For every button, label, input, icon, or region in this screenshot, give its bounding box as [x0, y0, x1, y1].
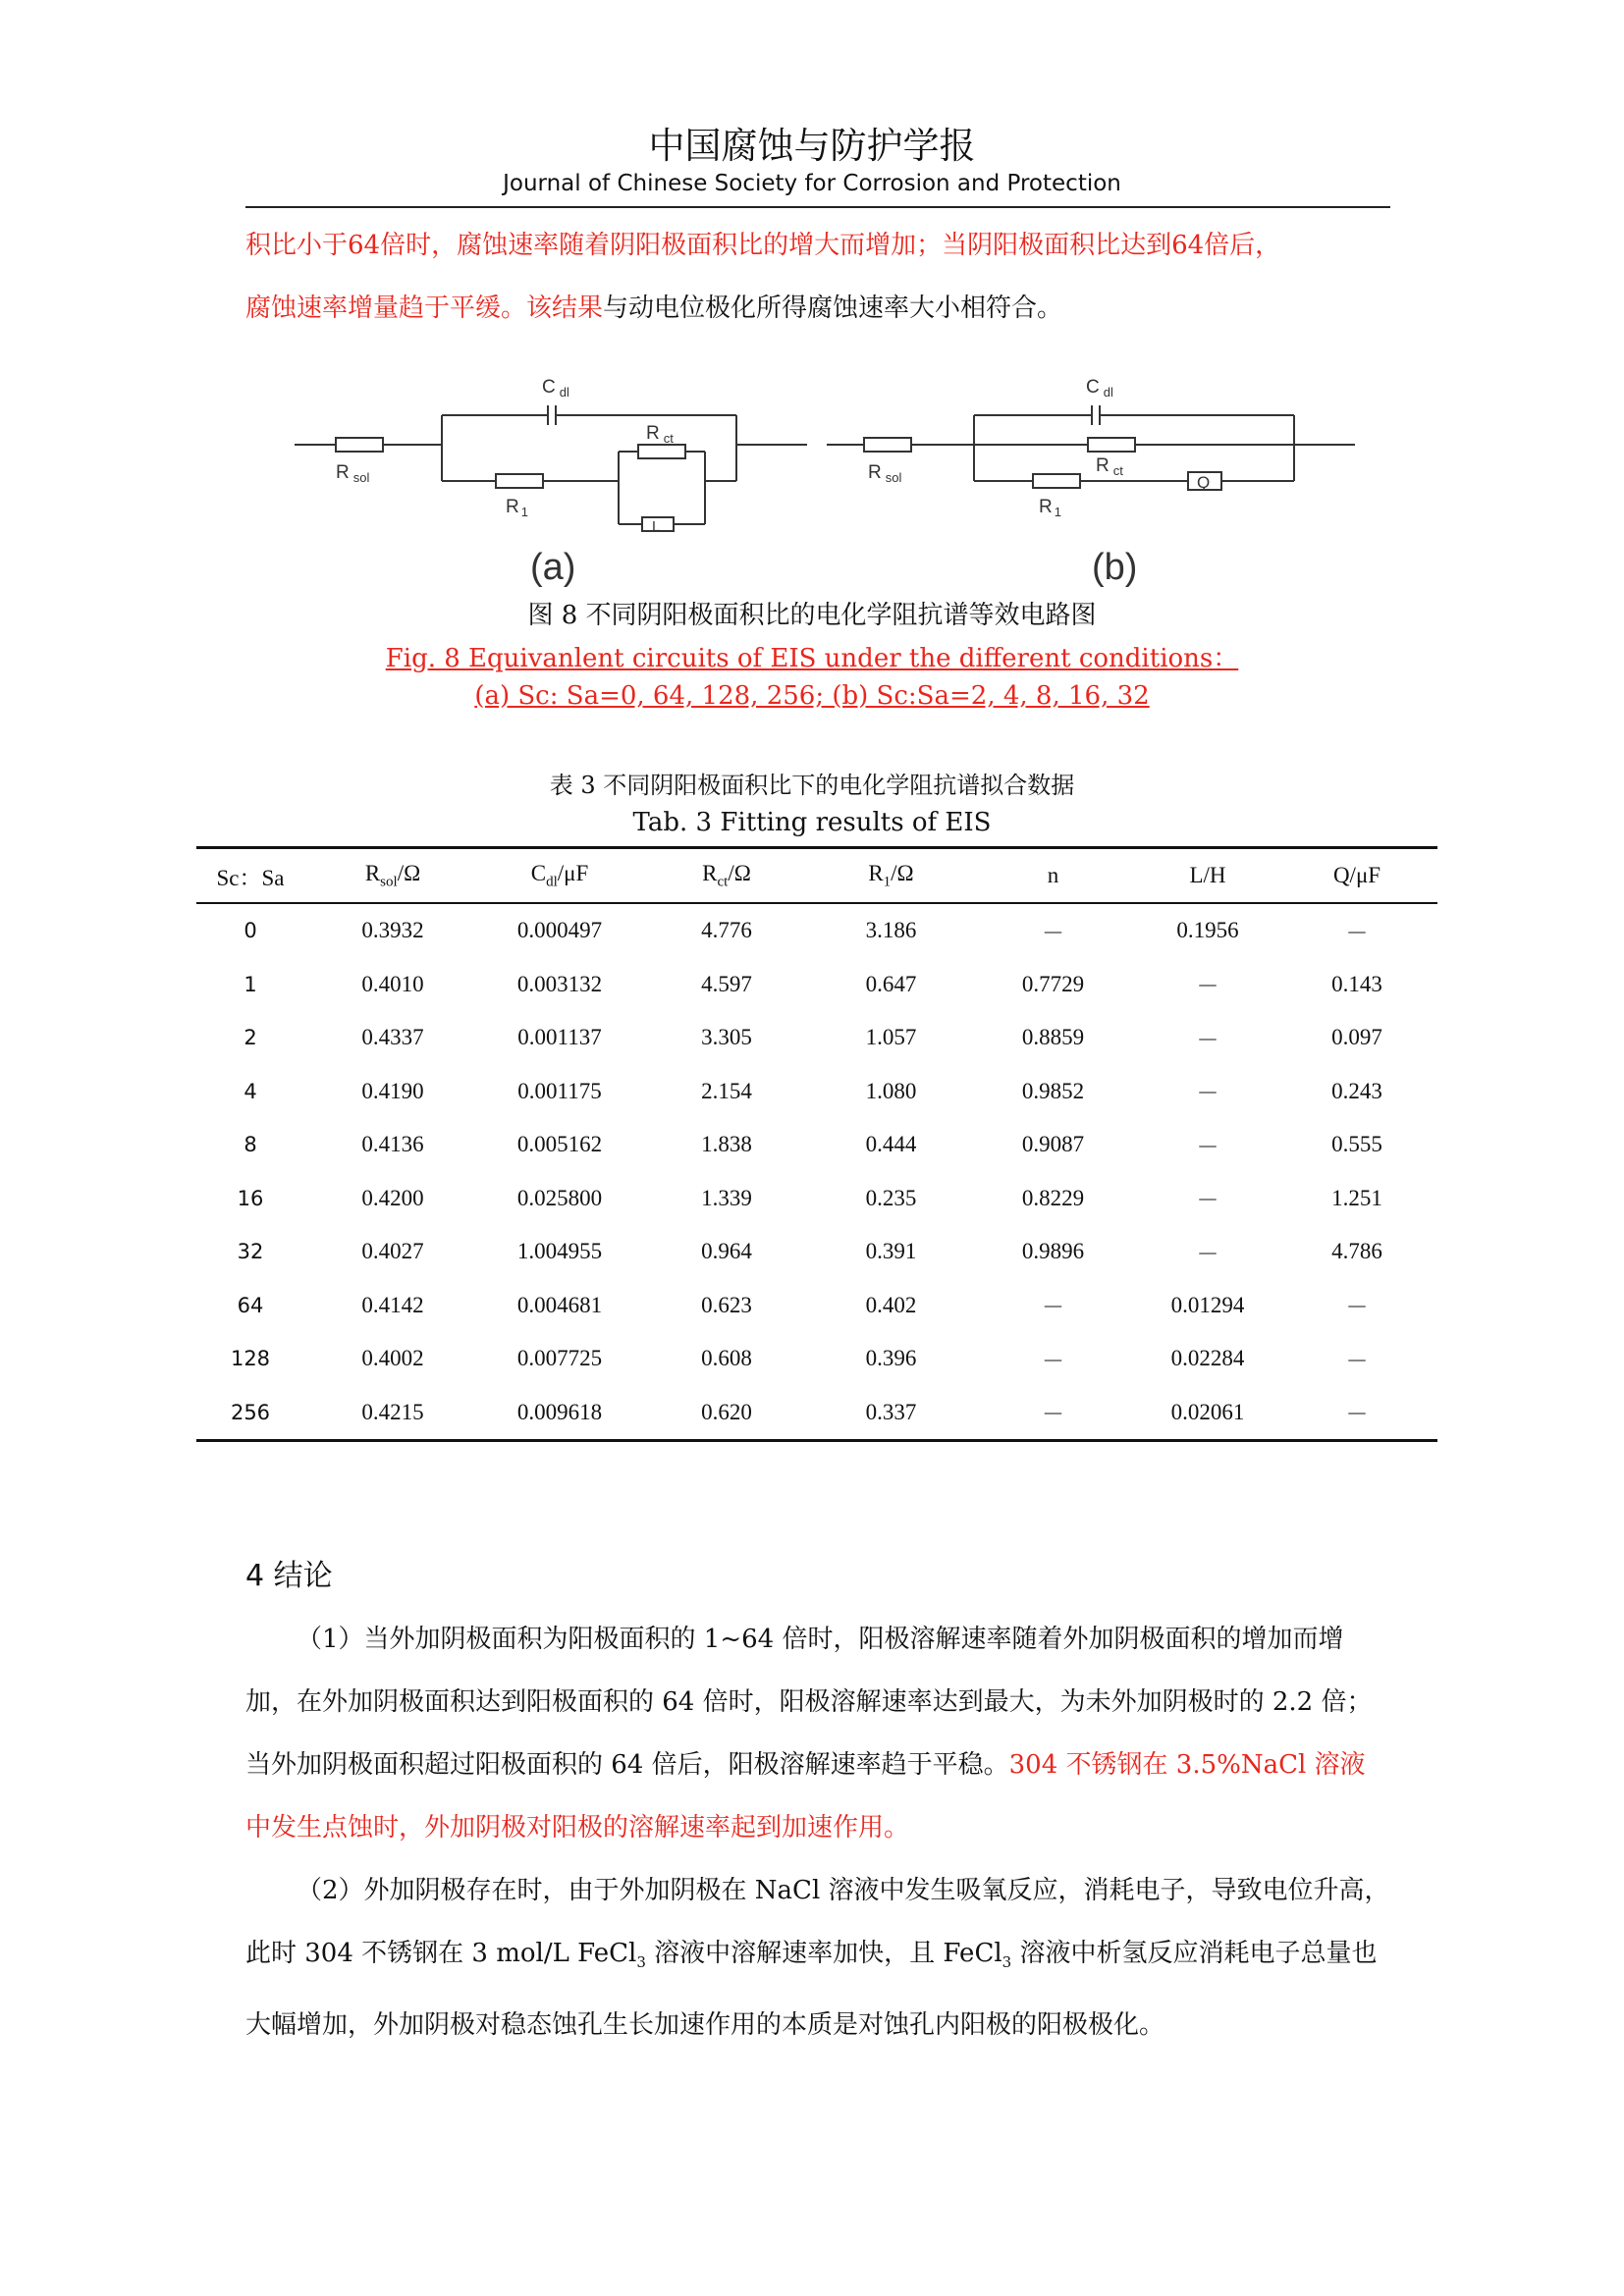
circuit-a: [295, 405, 807, 531]
journal-title-cn: 中国腐蚀与防护学报: [648, 125, 976, 167]
resistor-r1-a: [496, 474, 543, 488]
label-l-a: L: [652, 518, 661, 535]
label-rct-b: R $_{ct}$: [1096, 455, 1123, 478]
label-q-b: Q: [1197, 473, 1211, 492]
figure-caption-cn: 图 8 不同阴阳极面积比的电化学阻抗谱等效电路图: [527, 601, 1097, 630]
intro-line-1: 积比小于64倍时，腐蚀速率随着阴阳极面积比的增大而增加；当阴阳极面积比达到64倍后，: [245, 231, 1281, 260]
col-header-rsol: $R_{sol}/\Omega$: [364, 860, 421, 890]
figure-caption-en-2: [0, 681, 1624, 711]
conclusion-paragraph-1: [245, 1608, 1390, 1859]
figure-label-a: (a): [530, 547, 576, 588]
col-header-n: n: [1047, 863, 1059, 887]
table-row: 256 0.4215 0.009618 0.620 0.337 － 0.02061 －: [230, 1399, 1369, 1427]
resistor-r1-b: [1033, 474, 1080, 488]
journal-title-en: Journal of Chinese Society for Corrosion and Protection: [503, 171, 1121, 196]
intro-line-2-black: 与动电位极化所得腐蚀速率大小相符合。: [603, 294, 1063, 323]
col-header-q: Q/μF: [1332, 863, 1381, 887]
table-row: 2 0.4337 0.001137 3.305 1.057 0.8859 － 0.097: [244, 1025, 1382, 1052]
table-title-en: Tab. 3 Fitting results of EIS: [632, 808, 992, 837]
equivalent-circuit-figure: [285, 355, 1365, 591]
figure-label-b: (b): [1092, 547, 1138, 588]
table-row: 0 0.3932 0.000497 4.776 3.186 － 0.1956 －: [244, 918, 1369, 945]
label-rsol-b: R $_{sol}$: [868, 462, 902, 485]
intro-line-2: [245, 277, 1390, 340]
figure-caption-en-1: [0, 638, 1624, 674]
col-header-l: L/H: [1189, 863, 1226, 887]
conclusion-p2-text: （2）外加阴极存在时，由于外加阴极在 NaCl 溶液中发生吸氧反应，消耗电子，导致电位升高，此时 304 不锈钢在 3 mol/L FeCl$_3$ 溶液中溶解速率加快，且 FeCl$_3$ 溶液中析氢反应消耗电子总量也大幅增加，外加阴极对稳态蚀孔生长加速作用的本质是对蚀孔内阳极的阳极极化。: [245, 1876, 1390, 2041]
resistor-rct-a: [638, 445, 685, 458]
table-row: 4 0.4190 0.001175 2.154 1.080 0.9852 － 0.243: [244, 1078, 1382, 1106]
conclusion-p1-black: （1）当外加阴极面积为阳极面积的 1~64 倍时，阳极溶解速率随着外加阴极面积的增加而增加，在外加阴极面积达到阳极面积的 64 倍时，阳极溶解速率达到最大，为未外加阴极时的 2.2 倍；当外加阴极面积超过阳极面积的 64 倍后，阳极溶解速率趋于平稳。: [245, 1625, 1373, 1780]
col-header-r1: $R_1/\Omega$: [868, 860, 914, 890]
label-cdl-b: C $_{dl}$: [1086, 377, 1113, 400]
label-r1-a: R $_1$: [506, 497, 528, 519]
col-header-sc-sa: Sc：Sa: [216, 865, 285, 890]
table-row: 1 0.4010 0.003132 4.597 0.647 0.7729 － 0.143: [244, 971, 1382, 999]
intro-paragraph: [245, 214, 1390, 340]
conclusion-p1-red: 304 不锈钢在 3.5%NaCl 溶液中发生点蚀时，外加阴极对阳极的溶解速率起到加速作用。: [245, 1750, 1366, 1842]
table-row: 128 0.4002 0.007725 0.608 0.396 － 0.02284 －: [230, 1346, 1369, 1373]
eis-fitting-table: [196, 846, 1437, 1442]
label-r1-b: R $_1$: [1039, 497, 1061, 519]
resistor-rsol-b: [864, 438, 911, 452]
conclusion-p1-text: [245, 1608, 1390, 1859]
figure-caption-en-1-text: Fig. 8 Equivanlent circuits of EIS under the different conditions：: [385, 644, 1239, 673]
figure-caption-en-2-text: (a) Sc: Sa=0, 64, 128, 256; (b) Sc:Sa=2, 4, 8, 16, 32: [474, 681, 1150, 711]
table-row: 32 0.4027 1.004955 0.964 0.391 0.9896 － 4.786: [237, 1239, 1382, 1266]
table-row: 16 0.4200 0.025800 1.339 0.235 0.8229 － 1.251: [237, 1185, 1382, 1213]
circuit-b: [827, 405, 1355, 490]
intro-line-2-red: 腐蚀速率增量趋于平缓。该结果: [245, 294, 604, 323]
conclusion-paragraph-2: [245, 1859, 1390, 2056]
resistor-rsol-a: [336, 438, 383, 452]
label-rct-a: R $_{ct}$: [646, 423, 674, 446]
label-rsol-a: R $_{sol}$: [336, 462, 370, 485]
table-row: 64 0.4142 0.004681 0.623 0.402 － 0.01294 －: [237, 1292, 1369, 1320]
table-title-cn: 表 3 不同阴阳极面积比下的电化学阻抗谱拟合数据: [549, 772, 1075, 799]
col-header-cdl: $C_{dl}/\mu F$: [530, 860, 589, 890]
header-divider: [245, 206, 1390, 208]
section-heading-conclusion: 4 结论: [245, 1559, 333, 1593]
col-header-rct: $R_{ct}/\Omega$: [702, 860, 751, 890]
table-header-row: [196, 848, 1437, 904]
table-row: 8 0.4136 0.005162 1.838 0.444 0.9087 － 0.555: [244, 1132, 1382, 1159]
label-cdl-a: C $_{dl}$: [542, 377, 569, 400]
resistor-rct-b: [1088, 438, 1135, 452]
